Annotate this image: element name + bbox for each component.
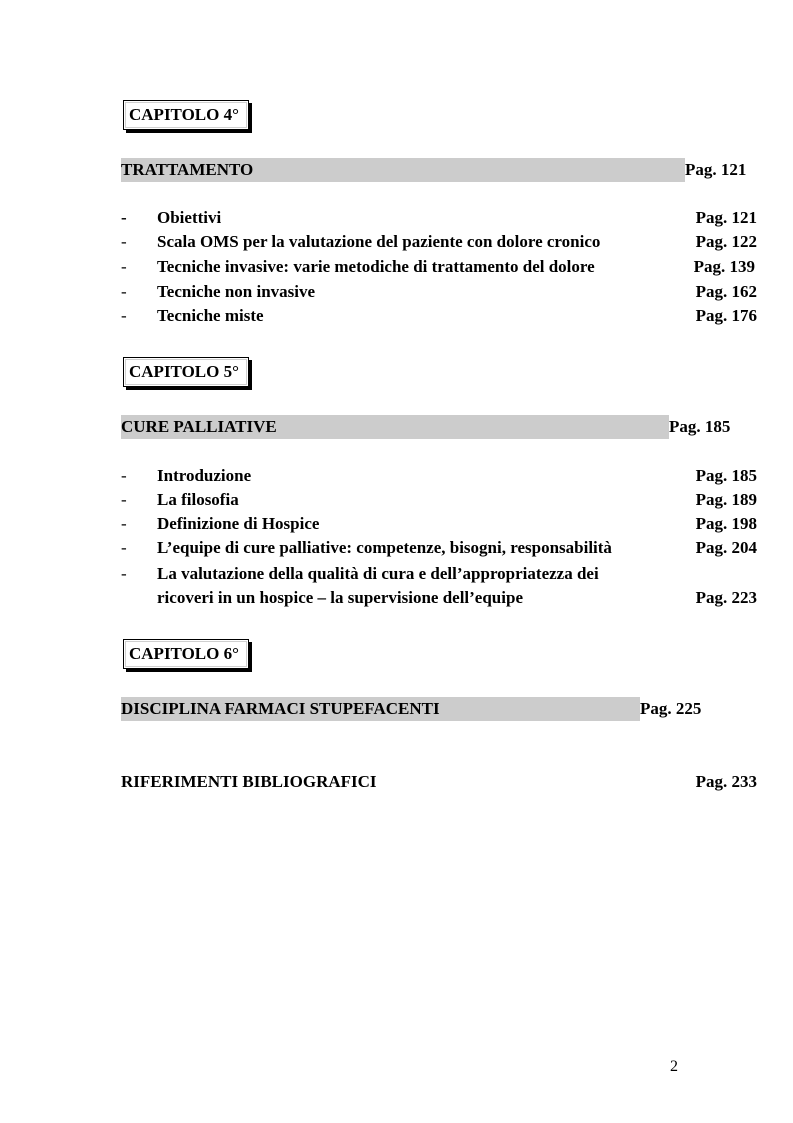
toc-item <box>121 464 761 488</box>
item-dash: - <box>121 490 127 509</box>
item-dash: - <box>121 232 127 251</box>
item-dash: - <box>121 282 127 301</box>
section-trattamento <box>121 158 761 182</box>
item-title: Definizione di Hospice <box>157 514 320 533</box>
item-title: Introduzione <box>157 466 252 485</box>
toc-item <box>121 488 761 512</box>
item-dash: - <box>121 466 127 485</box>
chapter-5-box <box>123 357 249 387</box>
item-page: Pag. 189 <box>695 490 757 509</box>
chapter-6-box <box>123 639 249 669</box>
chapter-6-label: CAPITOLO 6° <box>129 644 239 663</box>
bibliography-row <box>121 770 761 794</box>
chapter-4-box <box>123 100 249 130</box>
section-cure-palliative <box>121 415 761 439</box>
item-page: Pag. 162 <box>695 282 757 301</box>
toc-item <box>121 255 761 279</box>
item-title: La filosofia <box>157 490 239 509</box>
item-page: Pag. 198 <box>695 514 757 533</box>
item-title: Obiettivi <box>157 208 222 227</box>
section-cure-palliative-title: CURE PALLIATIVE <box>121 415 669 439</box>
toc-item <box>121 304 761 328</box>
item-page: Pag. 204 <box>695 538 757 557</box>
item-page: Pag. 223 <box>695 588 757 607</box>
item-title: L’equipe di cure palliative: competenze, bisogni, responsabilità <box>157 538 612 557</box>
chapter-5-label: CAPITOLO 5° <box>129 362 239 381</box>
item-dash: - <box>121 208 127 227</box>
item-dash: - <box>121 564 127 583</box>
toc-item <box>121 206 761 230</box>
item-dash: - <box>121 306 127 325</box>
item-title: Tecniche non invasive <box>157 282 316 301</box>
section-cure-palliative-page: Pag. 185 <box>669 417 731 436</box>
item-title-line-2: ricoveri in un hospice – la supervisione dell’equipe <box>157 588 523 607</box>
toc-item <box>121 512 761 536</box>
item-title: Tecniche miste <box>157 306 264 325</box>
section-trattamento-page: Pag. 121 <box>685 160 747 179</box>
section-disciplina-page: Pag. 225 <box>640 699 702 718</box>
item-title: Scala OMS per la valutazione del paziente con dolore cronico <box>157 232 601 251</box>
bibliography-page: Pag. 233 <box>695 772 757 791</box>
item-title: Tecniche invasive: varie metodiche di trattamento del dolore <box>157 257 595 276</box>
item-page: Pag. 122 <box>695 232 757 251</box>
item-dash: - <box>121 514 127 533</box>
toc-item <box>121 562 761 586</box>
toc-item <box>121 230 761 254</box>
item-dash: - <box>121 538 127 557</box>
item-page: Pag. 121 <box>695 208 757 227</box>
item-page: Pag. 139 <box>693 257 755 276</box>
section-trattamento-title: TRATTAMENTO <box>121 158 685 182</box>
toc-item-continuation <box>121 586 761 610</box>
item-page: Pag. 185 <box>695 466 757 485</box>
bibliography-title: RIFERIMENTI BIBLIOGRAFICI <box>121 772 377 791</box>
page-number: 2 <box>670 1058 678 1075</box>
toc-item <box>121 280 761 304</box>
section-disciplina <box>121 697 761 721</box>
chapter-4-label: CAPITOLO 4° <box>129 105 239 124</box>
section-disciplina-title: DISCIPLINA FARMACI STUPEFACENTI <box>121 697 640 721</box>
toc-item <box>121 536 761 560</box>
item-dash: - <box>121 257 127 276</box>
item-title-line-1: La valutazione della qualità di cura e dell’appropriatezza dei <box>157 564 599 583</box>
item-page: Pag. 176 <box>695 306 757 325</box>
